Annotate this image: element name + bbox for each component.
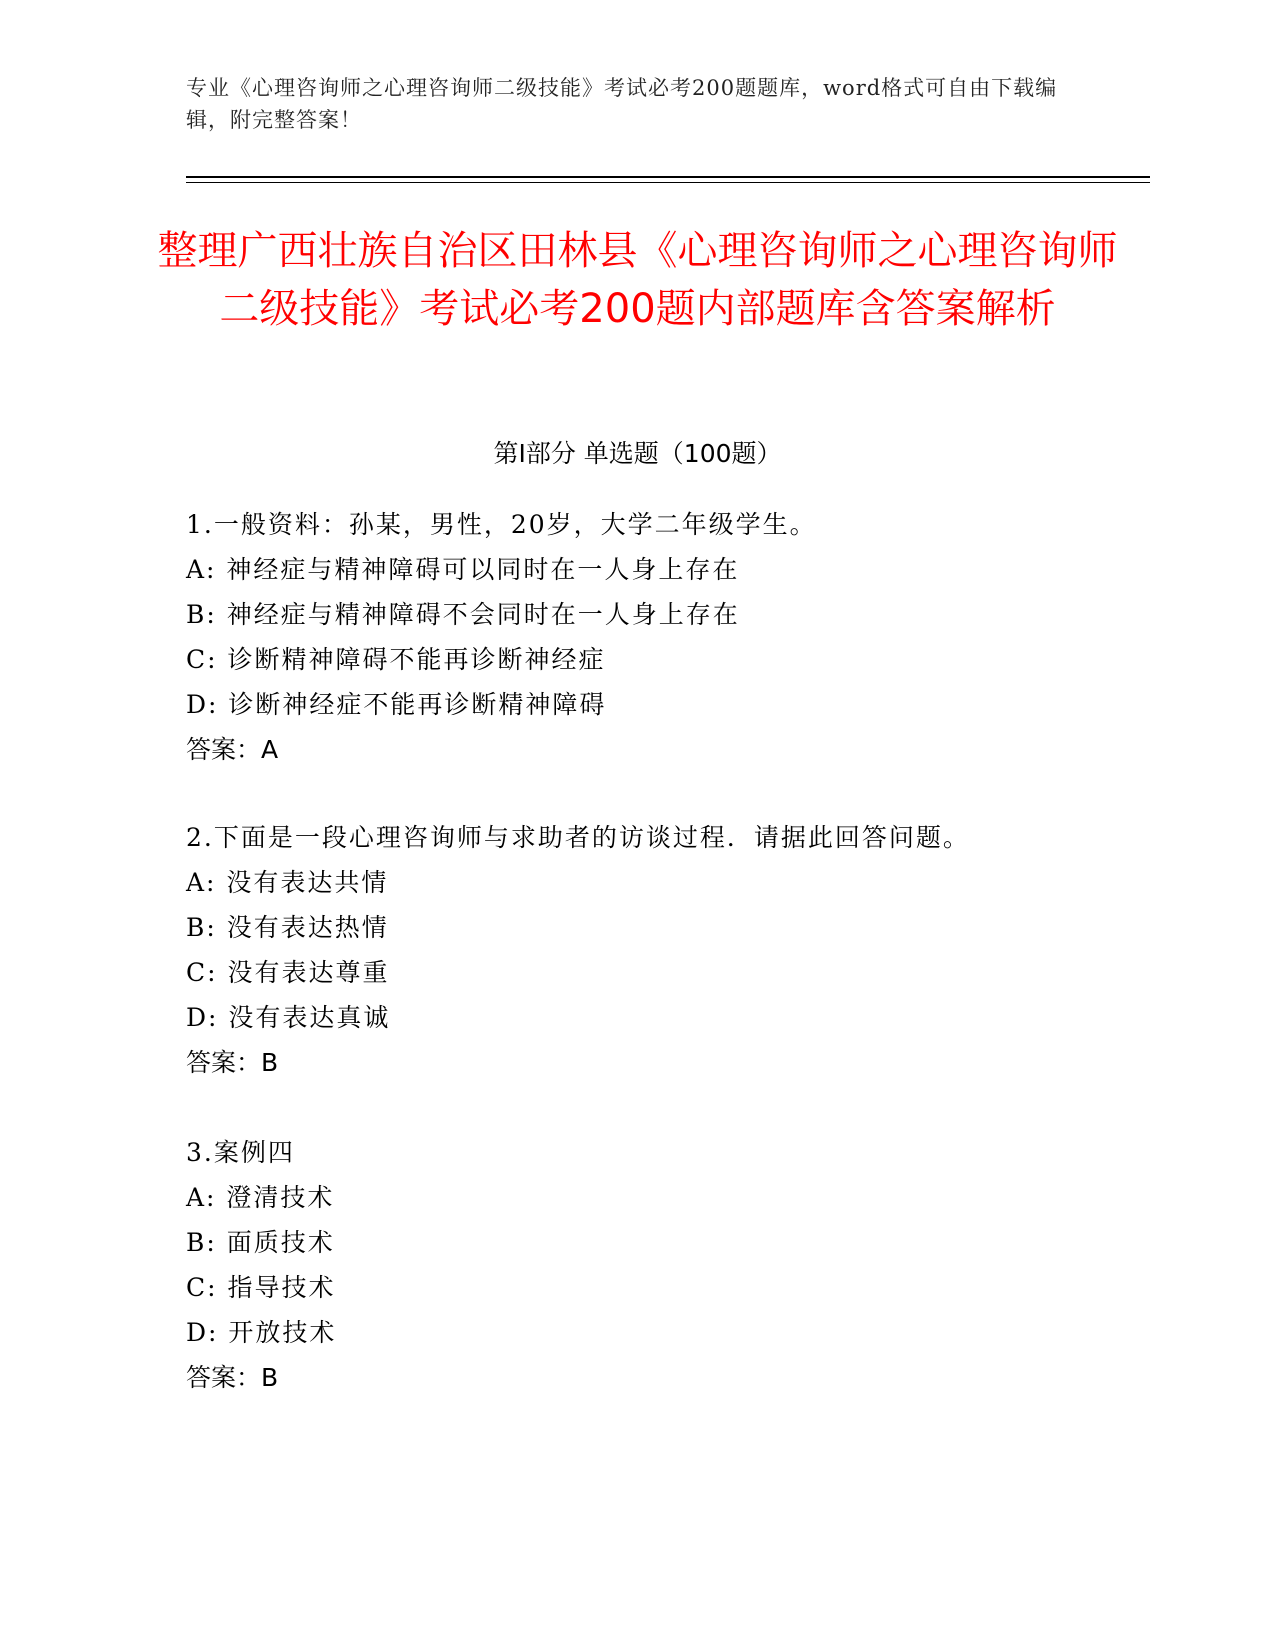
option-a: A: 没有表达共情 [186,868,389,897]
header-divider-thick [186,176,1150,178]
option-b: B: 神经症与精神障碍不会同时在一人身上存在 [186,600,740,629]
option-d: D: 没有表达真诚 [186,1003,391,1032]
option-d: D: 开放技术 [186,1318,337,1347]
option-d: D: 诊断神经症不能再诊断精神障碍 [186,690,607,719]
header-divider-thin [186,182,1150,183]
question-stem: 3.案例四 [186,1138,295,1167]
option-a: A: 神经症与精神障碍可以同时在一人身上存在 [186,555,740,584]
question-1 [186,502,1126,772]
option-c: C: 指导技术 [186,1273,336,1302]
question-2 [186,815,1126,1085]
document-title: 整理广西壮族自治区田林县《心理咨询师之心理咨询师二级技能》考试必考200题内部题库含答案解析 [157,228,1118,332]
question-3 [186,1130,1126,1400]
option-b: B: 没有表达热情 [186,913,389,942]
question-stem: 2.下面是一段心理咨询师与求助者的访谈过程．请据此回答问题。 [186,823,970,852]
answer-line: 答案：A [186,735,279,764]
option-c: C: 诊断精神障碍不能再诊断神经症 [186,645,606,674]
answer-line: 答案：B [186,1363,279,1392]
option-a: A: 澄清技术 [186,1183,335,1212]
question-stem: 1.一般资料：孙某，男性，20岁，大学二年级学生。 [186,510,817,539]
option-b: B: 面质技术 [186,1228,335,1257]
section-heading: 第Ⅰ部分 单选题（100题） [493,439,782,468]
header-note: 专业《心理咨询师之心理咨询师二级技能》考试必考200题题库，word格式可自由下载编辑，附完整答案！ [186,76,1058,132]
option-c: C: 没有表达尊重 [186,958,390,987]
answer-line: 答案：B [186,1048,279,1077]
